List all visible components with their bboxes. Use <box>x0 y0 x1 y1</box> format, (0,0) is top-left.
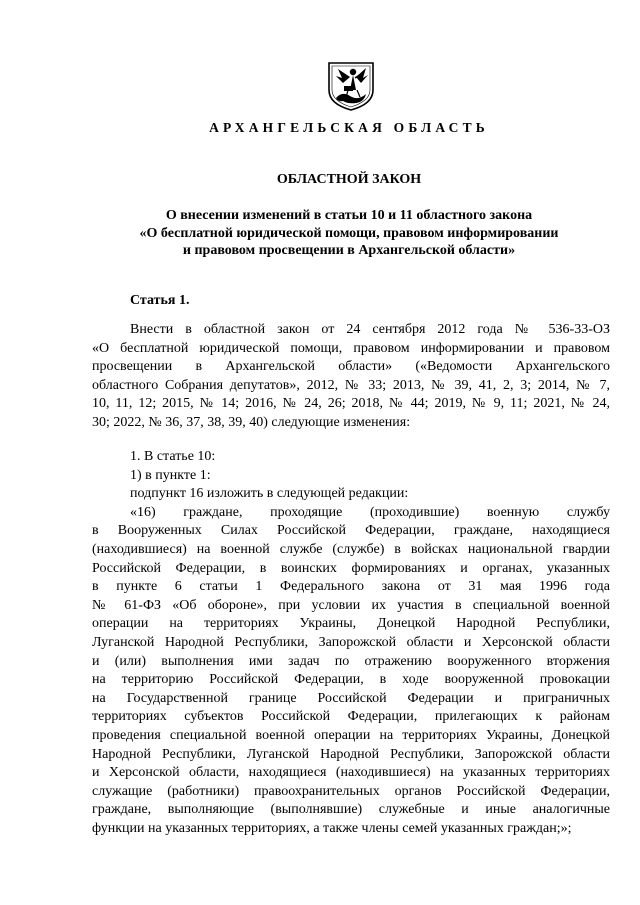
quote-line: служащие (работники) правоохранительных органов Российской Федерации, <box>92 783 610 799</box>
text-line: 30; 2022, № 36, 37, 38, 39, 40) следующие изменения: <box>92 414 411 430</box>
text-line: просвещении в Архангельской области» («Ведомости Архангельского <box>92 359 610 375</box>
region-name: АРХАНГЕЛЬСКАЯ ОБЛАСТЬ <box>209 120 489 135</box>
quote-line: операции на территориях Украины, Донецкой Народной Республики, <box>92 616 610 632</box>
quote-line: Луганской Народной Республики, Запорожской области и Херсонской области <box>92 634 610 650</box>
quote-line: проведения специальной военной операции на территориях Украины, Донецкой <box>92 727 610 743</box>
law-title-line: «О бесплатной юридической помощи, правовом информировании <box>139 225 559 241</box>
quote-line: территориях субъектов Российской Федерации, прилегающих к районам <box>92 709 610 725</box>
law-title-line: и правовом просвещении в Архангельской области» <box>182 243 516 258</box>
subitem-heading: 1) в пункте 1: <box>130 467 211 483</box>
text-line: 10, 11, 12; 2015, № 14; 2016, № 24, 26; 2018, № 44; 2019, № 9, 11; 2021, № 24, <box>92 396 610 412</box>
law-type-heading: ОБЛАСТНОЙ ЗАКОН <box>276 172 422 187</box>
quote-line: № 61-ФЗ «Об обороне», при условии их участия в специальной военной <box>92 597 610 613</box>
quote-line: (находившиеся) на военной службе (службе) в войсках национальной гвардии <box>92 541 610 557</box>
amendments-section <box>92 448 610 838</box>
quote-line: и Херсонской области, находящиеся (находившиеся) на указанных территориях <box>92 765 610 781</box>
quote-line: в пункте 6 статьи 1 Федерального закона от 31 мая 1996 года <box>92 579 610 595</box>
quote-line: в Вооруженных Силах Российской Федерации, граждане, находящиеся <box>92 523 610 539</box>
intro-paragraph <box>92 321 610 433</box>
item-heading: 1. В статье 10: <box>130 449 216 464</box>
law-title <box>0 207 640 260</box>
quote-line: и (или) выполнения ими задач по отражению вооруженного вторжения <box>92 653 610 669</box>
quote-line: граждане, выполняющие (выполнявшие) служебные и иные аналогичные <box>92 802 610 818</box>
quote-line: на территорию Российской Федерации, в ходе вооруженной провокации <box>92 672 610 688</box>
text-line: Внести в областной закон от 24 сентября 2012 года № 536-33-ОЗ <box>130 322 610 337</box>
subpoint-intro: подпункт 16 изложить в следующей редакции: <box>130 486 409 502</box>
quote-line: «16) граждане, проходящие (проходившие) военную службу <box>130 504 610 520</box>
arkhangelsk-coat-of-arms-icon <box>326 60 376 112</box>
quote-line: функции на указанных территориях, а также члены семей указанных граждан;»; <box>92 820 572 836</box>
text-line: областного Собрания депутатов», 2012, № 33; 2013, № 39, 41, 2, 3; 2014, № 7, <box>92 377 610 393</box>
text-line: «О бесплатной юридической помощи, правовом информировании и правовом <box>92 340 610 356</box>
article-heading: Статья 1. <box>130 293 190 308</box>
law-title-line: О внесении изменений в статьи 10 и 11 областного закона <box>165 208 533 223</box>
quote-line: на Государственной границе Российской Федерации и приграничных <box>92 690 610 706</box>
quote-line: Народной Республики, Луганской Народной Республики, Запорожской области <box>92 746 610 762</box>
quote-line: Российской Федерации, в воинских формированиях и органах, указанных <box>92 560 610 576</box>
